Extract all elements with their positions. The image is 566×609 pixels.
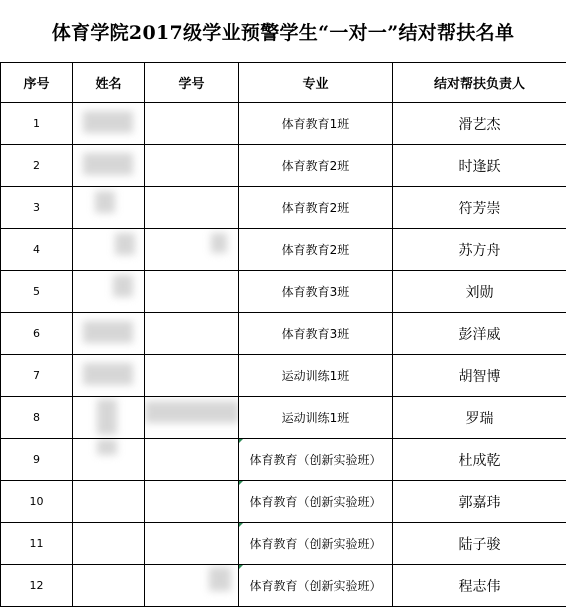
table-row bbox=[1, 271, 566, 313]
cell-major-text: 体育教育2班 bbox=[281, 243, 350, 257]
cell-major-text: 运动训练1班 bbox=[281, 369, 350, 383]
cell-name bbox=[73, 439, 145, 481]
cell-no bbox=[1, 439, 73, 481]
cell-student-id bbox=[145, 523, 239, 565]
student-table bbox=[0, 62, 566, 607]
cell-major bbox=[239, 397, 393, 439]
cell-major-text: 体育教育（创新实验班） bbox=[249, 453, 382, 467]
redaction-blur bbox=[83, 153, 133, 175]
table-row bbox=[1, 187, 566, 229]
redaction-blur bbox=[115, 233, 135, 255]
redaction-blur bbox=[95, 191, 115, 213]
cell-student-id bbox=[145, 439, 239, 481]
redaction-blur bbox=[113, 275, 133, 297]
cell-leader-text: 刘勋 bbox=[465, 284, 494, 301]
cell-no bbox=[1, 271, 73, 313]
table-row bbox=[1, 313, 566, 355]
cell-major bbox=[239, 481, 393, 523]
cell-major bbox=[239, 271, 393, 313]
cell-name bbox=[73, 523, 145, 565]
table-row bbox=[1, 229, 566, 271]
redaction-blur bbox=[83, 363, 133, 385]
cell-student-id bbox=[145, 481, 239, 523]
cell-name bbox=[73, 271, 145, 313]
cell-major bbox=[239, 313, 393, 355]
cell-no bbox=[1, 523, 73, 565]
redaction-blur bbox=[83, 321, 133, 343]
header-major: 专业 bbox=[239, 63, 393, 103]
cell-leader bbox=[393, 313, 566, 355]
cell-leader-text: 滑艺杰 bbox=[458, 116, 501, 133]
cell-student-id bbox=[145, 103, 239, 145]
cell-comment-marker bbox=[239, 439, 243, 443]
cell-comment-marker bbox=[239, 481, 243, 485]
cell-no bbox=[1, 187, 73, 229]
cell-major-text: 体育教育（创新实验班） bbox=[249, 579, 382, 593]
cell-student-id bbox=[145, 355, 239, 397]
cell-no-text: 12 bbox=[29, 579, 44, 592]
header-name: 姓名 bbox=[73, 63, 145, 103]
redaction-blur bbox=[211, 233, 227, 253]
cell-leader-text: 胡智博 bbox=[458, 368, 501, 385]
table-row bbox=[1, 439, 566, 481]
header-leader: 结对帮扶负责人 bbox=[393, 63, 566, 103]
cell-name bbox=[73, 355, 145, 397]
cell-major bbox=[239, 145, 393, 187]
cell-student-id bbox=[145, 229, 239, 271]
cell-no bbox=[1, 565, 73, 607]
cell-major bbox=[239, 355, 393, 397]
cell-leader-text: 程志伟 bbox=[458, 578, 501, 595]
cell-no bbox=[1, 397, 73, 439]
header-no: 序号 bbox=[1, 63, 73, 103]
cell-name bbox=[73, 187, 145, 229]
cell-name bbox=[73, 229, 145, 271]
cell-major-text: 体育教育1班 bbox=[281, 117, 350, 131]
cell-major-text: 体育教育（创新实验班） bbox=[249, 495, 382, 509]
cell-no bbox=[1, 103, 73, 145]
cell-major bbox=[239, 187, 393, 229]
cell-no bbox=[1, 355, 73, 397]
cell-no-text: 6 bbox=[33, 327, 40, 340]
cell-student-id bbox=[145, 313, 239, 355]
table-row bbox=[1, 523, 566, 565]
table-row bbox=[1, 355, 566, 397]
cell-leader-text: 罗瑞 bbox=[465, 410, 494, 427]
cell-no-text: 5 bbox=[33, 285, 40, 298]
redaction-blur bbox=[145, 401, 239, 423]
cell-no-text: 3 bbox=[33, 201, 40, 214]
cell-leader bbox=[393, 103, 566, 145]
table-row bbox=[1, 103, 566, 145]
cell-leader-text: 杜成乾 bbox=[458, 452, 501, 469]
cell-leader bbox=[393, 523, 566, 565]
cell-leader bbox=[393, 481, 566, 523]
cell-leader bbox=[393, 439, 566, 481]
cell-major-text: 体育教育2班 bbox=[281, 201, 350, 215]
table-row bbox=[1, 565, 566, 607]
cell-leader bbox=[393, 229, 566, 271]
cell-name bbox=[73, 397, 145, 439]
cell-name bbox=[73, 103, 145, 145]
cell-name bbox=[73, 481, 145, 523]
cell-no-text: 8 bbox=[33, 411, 40, 424]
cell-leader bbox=[393, 187, 566, 229]
redaction-blur bbox=[209, 567, 231, 591]
cell-student-id bbox=[145, 187, 239, 229]
cell-leader bbox=[393, 271, 566, 313]
cell-comment-marker bbox=[239, 523, 243, 527]
cell-no-text: 4 bbox=[33, 243, 40, 256]
cell-student-id bbox=[145, 145, 239, 187]
header-row bbox=[1, 63, 566, 103]
cell-name bbox=[73, 145, 145, 187]
cell-student-id bbox=[145, 565, 239, 607]
cell-leader bbox=[393, 145, 566, 187]
table-body bbox=[1, 103, 566, 607]
cell-no-text: 1 bbox=[33, 117, 40, 130]
document-title: 体育学院2017级学业预警学生“一对一”结对帮扶名单 bbox=[51, 21, 515, 44]
cell-leader-text: 彭洋威 bbox=[458, 326, 501, 343]
cell-major bbox=[239, 565, 393, 607]
cell-leader-text: 苏方舟 bbox=[458, 242, 501, 259]
cell-major-text: 体育教育2班 bbox=[281, 159, 350, 173]
cell-leader bbox=[393, 397, 566, 439]
cell-no bbox=[1, 481, 73, 523]
redaction-blur bbox=[83, 111, 133, 133]
cell-student-id bbox=[145, 397, 239, 439]
cell-leader bbox=[393, 565, 566, 607]
cell-name bbox=[73, 313, 145, 355]
cell-major bbox=[239, 523, 393, 565]
redaction-blur bbox=[97, 399, 117, 435]
cell-major-text: 体育教育（创新实验班） bbox=[249, 537, 382, 551]
cell-leader bbox=[393, 355, 566, 397]
cell-major-text: 体育教育3班 bbox=[281, 285, 350, 299]
cell-name bbox=[73, 565, 145, 607]
cell-no bbox=[1, 313, 73, 355]
cell-leader-text: 陆子骏 bbox=[458, 536, 501, 553]
redaction-blur bbox=[97, 439, 117, 455]
cell-major bbox=[239, 103, 393, 145]
cell-no bbox=[1, 229, 73, 271]
cell-major bbox=[239, 439, 393, 481]
cell-no bbox=[1, 145, 73, 187]
cell-comment-marker bbox=[239, 565, 243, 569]
table-row bbox=[1, 397, 566, 439]
cell-no-text: 10 bbox=[29, 495, 44, 508]
cell-student-id bbox=[145, 271, 239, 313]
cell-leader-text: 时逢跃 bbox=[458, 158, 501, 175]
cell-major-text: 运动训练1班 bbox=[281, 411, 350, 425]
cell-leader-text: 符芳崇 bbox=[458, 200, 501, 217]
cell-major-text: 体育教育3班 bbox=[281, 327, 350, 341]
cell-no-text: 11 bbox=[29, 537, 44, 550]
cell-no-text: 2 bbox=[33, 159, 40, 172]
cell-leader-text: 郭嘉玮 bbox=[458, 494, 501, 511]
cell-major bbox=[239, 229, 393, 271]
header-student-id: 学号 bbox=[145, 63, 239, 103]
cell-no-text: 7 bbox=[33, 369, 40, 382]
table-row bbox=[1, 145, 566, 187]
cell-no-text: 9 bbox=[33, 453, 40, 466]
table-row bbox=[1, 481, 566, 523]
